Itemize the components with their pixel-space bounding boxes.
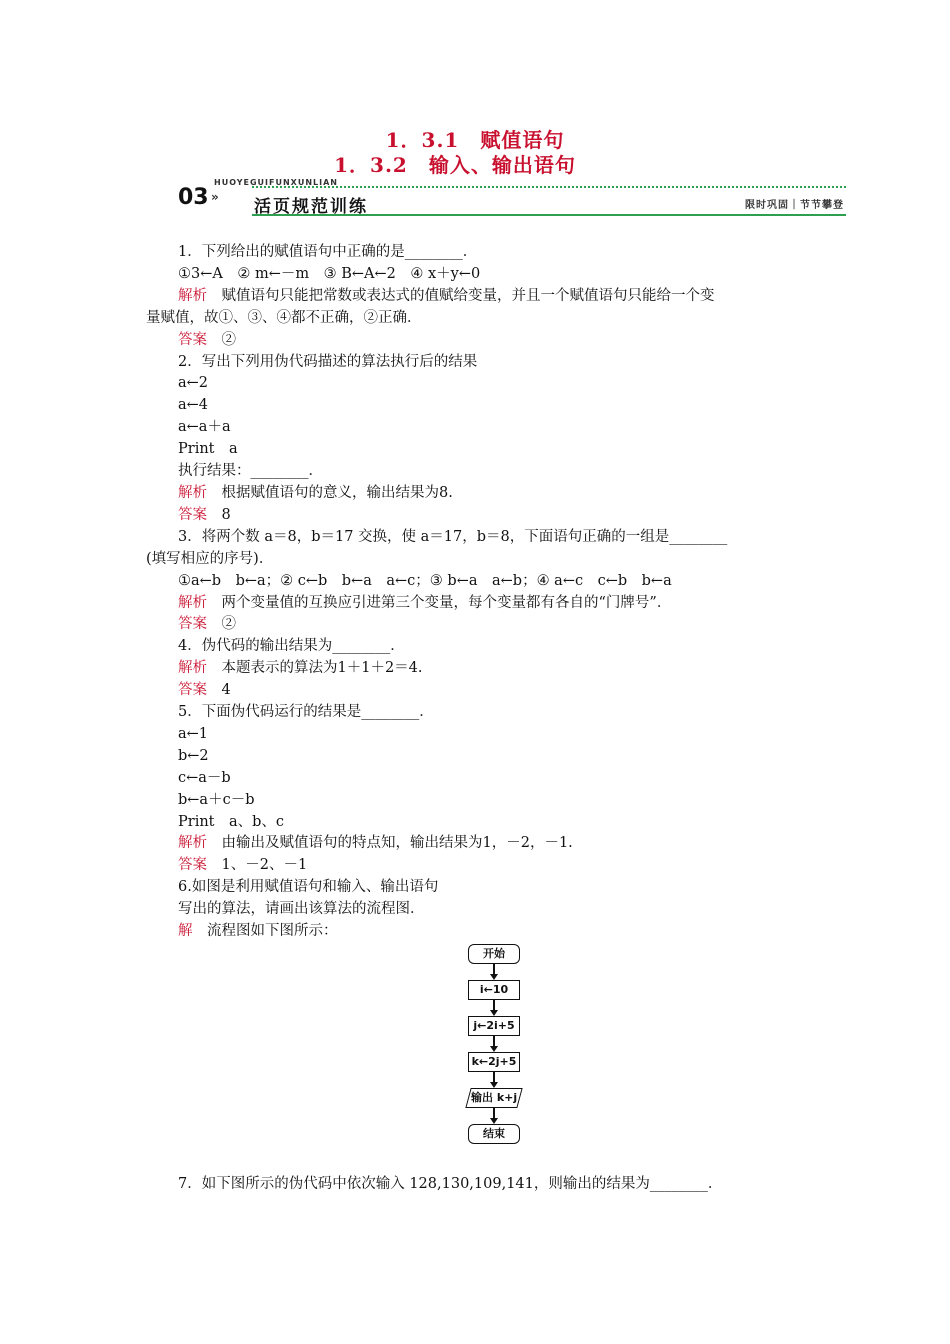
flow-connector [493,1000,495,1010]
analysis-line [146,658,816,680]
line-text: a←2 [178,375,209,392]
flow-end [468,1124,520,1144]
line-text: b←2 [178,747,209,764]
line-text: 4 [207,682,231,699]
analysis-line [146,593,816,615]
question-7-text: 7．如下图所示的伪代码中依次输入 128,130,109,141，则输出的结果为________． [178,1176,723,1192]
line-text: c←a－b [178,769,231,786]
line-text: ①a←b b←a；② c←b b←a a←c；③ b←a a←b；④ a←c c←b b←a [178,572,672,589]
flowchart [462,944,526,1150]
exercise-content [146,242,816,943]
text-line [146,242,816,264]
text-line [146,549,816,571]
line-text: a←4 [178,397,209,414]
line-label: 答案 [178,616,207,633]
text-line [146,636,816,658]
line-text: ①3←A ② m←－m ③ B←A←2 ④ x＋y←0 [178,265,481,282]
answer-line [146,855,816,877]
line-text: a←1 [178,725,209,742]
banner-number: 03 [178,185,209,210]
line-label: 解 [178,923,193,940]
text-line [146,527,816,549]
line-text: 量赋值，故①、③、④都不正确，②正确． [146,309,422,326]
practice-banner [178,178,846,218]
section-title-2: 1．3.2 输入、输出语句 [334,153,576,177]
line-label: 答案 [178,682,207,699]
question-7 [146,1174,816,1196]
flow-node-label: 开始 [483,947,505,960]
line-label: 解析 [178,594,207,611]
flow-node-label: 结束 [483,1127,505,1140]
line-text: 5．下面伪代码运行的结果是________． [178,704,434,721]
line-text: 4．伪代码的输出结果为________． [178,638,405,655]
banner-tag: 限时巩固｜节节攀登 [745,200,844,211]
analysis-line [146,921,816,943]
text-line [146,461,816,483]
text-line [146,768,816,790]
section-title-1: 1．3.1 赋值语句 [385,128,565,152]
line-text: a←a＋a [178,419,231,436]
line-text: 6.如图是利用赋值语句和输入、输出语句 [178,879,439,896]
line-text: 由输出及赋值语句的特点知，输出结果为1，－2，－1. [207,835,573,852]
line-text: 1、－2、－1 [207,857,308,874]
text-line [146,899,816,921]
banner-arrow-icon: » [211,190,219,204]
flow-node-label: j←2i+5 [473,1019,515,1032]
flow-step-k [468,1052,520,1072]
text-line [146,439,816,461]
analysis-line [146,833,816,855]
line-text: ② [207,616,236,633]
line-text: 1．下列给出的赋值语句中正确的是________． [178,244,478,260]
line-text: 8 [207,506,231,523]
line-text: 赋值语句只能把常数或表达式的值赋给变量，并且一个赋值语句只能给一个变 [207,287,715,304]
answer-line [146,505,816,527]
analysis-line [146,286,816,308]
banner-dotted-rule [252,186,846,188]
text-line [146,812,816,834]
line-label: 答案 [178,857,207,874]
flow-node-label: i←10 [479,983,509,996]
analysis-line [146,483,816,505]
answer-line [146,330,816,352]
line-text: (填写相应的序号)． [146,550,274,567]
line-text: 流程图如下图所示： [192,923,338,940]
text-line [146,746,816,768]
flow-connector [493,964,495,974]
banner-pinyin: HUOYEGUIFUNXUNLIAN [214,178,338,187]
flow-start [468,944,520,964]
flow-step-i [468,980,520,1000]
line-label: 解析 [178,835,207,852]
line-text: 2．写出下列用伪代码描述的算法执行后的结果 [178,353,478,370]
flow-step-j [468,1016,520,1036]
banner-rule [252,214,846,216]
banner-title: 活页规范训练 [254,197,368,217]
line-text: 写出的算法，请画出该算法的流程图． [178,901,425,918]
text-line [146,571,816,593]
line-label: 解析 [178,484,207,501]
line-label: 解析 [178,287,207,304]
line-text: b←a＋c－b [178,791,255,808]
line-text: 本题表示的算法为1＋1＋2＝4. [207,660,423,677]
line-text: ② [207,331,236,348]
text-line [146,417,816,439]
line-text: Print a、b、c [178,813,285,830]
flow-connector [493,1072,495,1082]
line-label: 答案 [178,506,207,523]
line-text: 根据赋值语句的意义，输出结果为8. [207,484,453,501]
flow-node-label: k←2j+5 [471,1055,517,1068]
answer-line [146,680,816,702]
flow-output [465,1088,522,1108]
text-line [146,877,816,899]
answer-line [146,614,816,636]
flow-connector [493,1036,495,1046]
text-line [146,308,816,330]
text-line [146,790,816,812]
text-line [146,724,816,746]
flow-connector [493,1108,495,1118]
text-line [146,373,816,395]
line-text: 执行结果：________． [178,463,323,480]
text-line [146,702,816,724]
text-line [146,395,816,417]
text-line [146,352,816,374]
flow-node-label: 输出 k+j [470,1091,518,1104]
line-text: 两个变量值的互换应引进第三个变量，每个变量都有各自的“门牌号”． [207,594,672,611]
line-label: 解析 [178,660,207,677]
line-label: 答案 [178,331,207,348]
line-text: 3．将两个数 a＝8，b＝17 交换，使 a＝17，b＝8，下面语句正确的一组是________ [178,528,728,545]
line-text: Print a [178,441,238,458]
text-line [146,264,816,286]
